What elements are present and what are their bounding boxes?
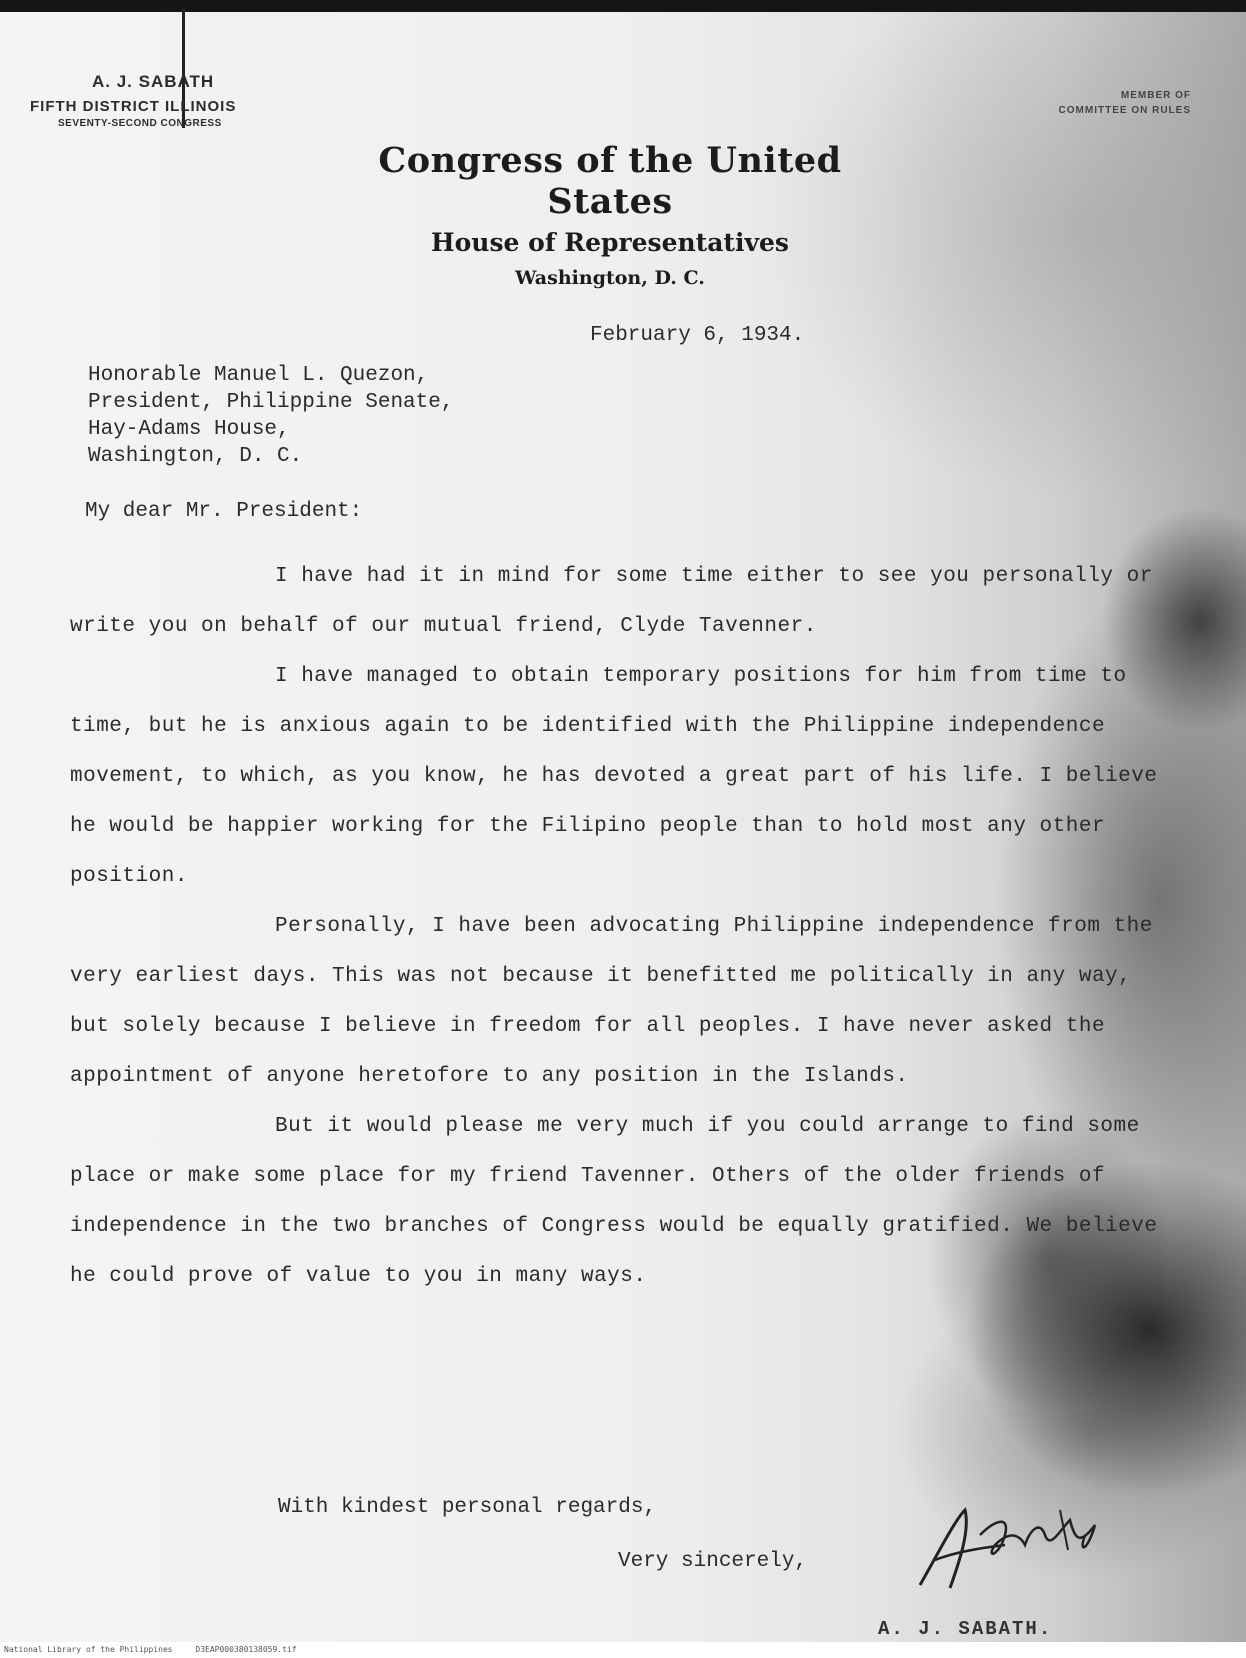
body-paragraph: I have had it in mind for some time either to see you personally or write you on behalf of our mutual friend, Clyde Tavenner. [70,565,1153,638]
committee-line-1: MEMBER OF [1120,90,1191,101]
addressee-line: President, Philippine Senate, [88,391,454,414]
letterhead-house: House of Representatives [431,228,789,257]
member-congress: SEVENTY-SECOND CONGRESS [58,118,222,129]
addressee-line: Honorable Manuel L. Quezon, [88,364,429,387]
member-info [30,72,236,129]
valediction: Very sincerely, [618,1550,808,1573]
body-paragraph: I have managed to obtain temporary positions for him from time to time, but he is anxious again to be identified with the Philippine independence movement, to which, as you know, he has devoted a great part of his life. I believe he would be happier working for the Filipino people than to hold most any other position. [70,665,1158,888]
handwritten-signature [910,1490,1110,1600]
addressee-line: Washington, D. C. [88,445,303,468]
body-paragraph: But it would please me very much if you could arrange to find some place or make some place for my friend Tavenner. Others of the older friends of independence in the two branches of Congress would be equally gratified. We believe he could prove of value to you in many ways. [70,1115,1158,1288]
addressee-block [88,362,453,470]
letterhead-city: Washington, D. C. [515,267,705,289]
salutation: My dear Mr. President: [85,500,363,523]
typed-signature-name: A. J. SABATH. [878,1618,1053,1640]
addressee-line: Hay-Adams House, [88,418,290,441]
committee-line-2: COMMITTEE ON RULES [1058,105,1191,116]
scan-top-border [0,0,1246,12]
letter-body [70,552,1180,1302]
letter-date: February 6, 1934. [590,324,805,347]
letterhead [330,140,890,289]
footer-file: D3EAP000380138059.tif [195,1645,297,1654]
body-paragraph: Personally, I have been advocating Philippine independence from the very earliest days. This was not because it benefitted me politically in any way, but solely because I believe in freedom for all peoples. I have never asked the appointment of anyone heretofore to any position in the Islands. [70,915,1153,1088]
member-district: FIFTH DISTRICT ILLINOIS [30,98,237,115]
footer-source: National Library of the Philippines [4,1645,173,1654]
member-name: A. J. SABATH [92,72,215,91]
closing: With kindest personal regards, [278,1496,657,1519]
letterhead-org: Congress of the United States [378,140,842,222]
scan-footer [0,1642,1246,1658]
committee-info [1059,88,1191,118]
